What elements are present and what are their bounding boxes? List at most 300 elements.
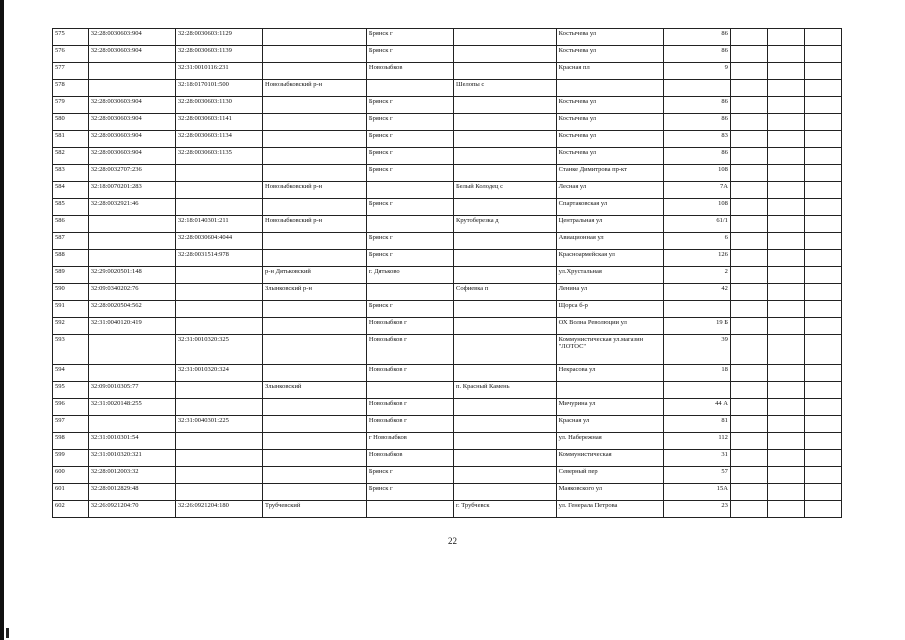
settlement-cell bbox=[454, 301, 557, 318]
street-cell: Северный пер bbox=[556, 467, 663, 484]
settlement-cell bbox=[454, 433, 557, 450]
street-cell: Спартаковская ул bbox=[556, 199, 663, 216]
row-number-cell: 594 bbox=[53, 365, 89, 382]
house-number-cell: 86 bbox=[664, 29, 731, 46]
table-row bbox=[53, 365, 842, 382]
extra-col-1-cell bbox=[730, 382, 767, 399]
table-row bbox=[53, 416, 842, 433]
settlement-cell bbox=[454, 46, 557, 63]
settlement-cell bbox=[454, 165, 557, 182]
row-number-cell: 596 bbox=[53, 399, 89, 416]
extra-col-3-cell bbox=[804, 284, 841, 301]
city-cell: Новозыбков bbox=[366, 450, 453, 467]
settlement-cell: Белый Колодец с bbox=[454, 182, 557, 199]
district-cell bbox=[263, 114, 367, 131]
parent-cadastral-number-cell: 32:28:0030603:904 bbox=[88, 131, 175, 148]
cadastral-number-cell bbox=[175, 284, 262, 301]
settlement-cell bbox=[454, 199, 557, 216]
street-cell: Костычева ул bbox=[556, 46, 663, 63]
extra-col-3-cell bbox=[804, 29, 841, 46]
row-number-cell: 580 bbox=[53, 114, 89, 131]
extra-col-3-cell bbox=[804, 467, 841, 484]
parent-cadastral-number-cell: 32:29:0020501:148 bbox=[88, 267, 175, 284]
street-cell: Лесная ул bbox=[556, 182, 663, 199]
row-number-cell: 601 bbox=[53, 484, 89, 501]
extra-col-3-cell bbox=[804, 97, 841, 114]
settlement-cell: Шелопы с bbox=[454, 80, 557, 97]
extra-col-1-cell bbox=[730, 182, 767, 199]
house-number-cell: 6 bbox=[664, 233, 731, 250]
parent-cadastral-number-cell: 32:28:0032707:236 bbox=[88, 165, 175, 182]
city-cell: Новозыбков г bbox=[366, 365, 453, 382]
house-number-cell: 57 bbox=[664, 467, 731, 484]
table-row bbox=[53, 46, 842, 63]
house-number-cell: 81 bbox=[664, 416, 731, 433]
row-number-cell: 590 bbox=[53, 284, 89, 301]
extra-col-3-cell bbox=[804, 365, 841, 382]
cadastral-number-cell bbox=[175, 467, 262, 484]
district-cell: р-н Дятьковский bbox=[263, 267, 367, 284]
extra-col-1-cell bbox=[730, 467, 767, 484]
cadastral-number-cell: 32:31:0040301:225 bbox=[175, 416, 262, 433]
table-row bbox=[53, 80, 842, 97]
settlement-cell bbox=[454, 484, 557, 501]
house-number-cell: 44 А bbox=[664, 399, 731, 416]
extra-col-1-cell bbox=[730, 97, 767, 114]
cadastral-number-cell bbox=[175, 301, 262, 318]
extra-col-2-cell bbox=[767, 335, 804, 365]
table-row bbox=[53, 484, 842, 501]
extra-col-1-cell bbox=[730, 250, 767, 267]
city-cell: Брянск г bbox=[366, 97, 453, 114]
extra-col-2-cell bbox=[767, 29, 804, 46]
settlement-cell bbox=[454, 97, 557, 114]
extra-col-1-cell bbox=[730, 233, 767, 250]
street-cell: Костычева ул bbox=[556, 29, 663, 46]
house-number-cell: 39 bbox=[664, 335, 731, 365]
extra-col-1-cell bbox=[730, 318, 767, 335]
extra-col-1-cell bbox=[730, 131, 767, 148]
parent-cadastral-number-cell: 32:28:0030603:904 bbox=[88, 148, 175, 165]
row-number-cell: 576 bbox=[53, 46, 89, 63]
extra-col-3-cell bbox=[804, 165, 841, 182]
extra-col-1-cell bbox=[730, 148, 767, 165]
house-number-cell: 112 bbox=[664, 433, 731, 450]
district-cell bbox=[263, 467, 367, 484]
house-number-cell: 42 bbox=[664, 284, 731, 301]
street-cell: Центральная ул bbox=[556, 216, 663, 233]
extra-col-2-cell bbox=[767, 450, 804, 467]
row-number-cell: 575 bbox=[53, 29, 89, 46]
cadastral-number-cell bbox=[175, 199, 262, 216]
district-cell bbox=[263, 416, 367, 433]
extra-col-3-cell bbox=[804, 114, 841, 131]
row-number-cell: 585 bbox=[53, 199, 89, 216]
row-number-cell: 587 bbox=[53, 233, 89, 250]
row-number-cell: 578 bbox=[53, 80, 89, 97]
city-cell: Новозыбков г bbox=[366, 399, 453, 416]
table-row bbox=[53, 114, 842, 131]
city-cell: Новозыбков г bbox=[366, 416, 453, 433]
extra-col-1-cell bbox=[730, 46, 767, 63]
row-number-cell: 602 bbox=[53, 501, 89, 518]
house-number-cell: 19 Б bbox=[664, 318, 731, 335]
cadastral-number-cell: 32:26:0921204:180 bbox=[175, 501, 262, 518]
extra-col-3-cell bbox=[804, 199, 841, 216]
extra-col-2-cell bbox=[767, 267, 804, 284]
district-cell: Новозыбковский р-н bbox=[263, 216, 367, 233]
district-cell bbox=[263, 301, 367, 318]
street-cell bbox=[556, 382, 663, 399]
settlement-cell bbox=[454, 233, 557, 250]
extra-col-2-cell bbox=[767, 501, 804, 518]
settlement-cell bbox=[454, 29, 557, 46]
extra-col-3-cell bbox=[804, 433, 841, 450]
extra-col-1-cell bbox=[730, 484, 767, 501]
extra-col-3-cell bbox=[804, 80, 841, 97]
settlement-cell bbox=[454, 131, 557, 148]
table-row bbox=[53, 233, 842, 250]
extra-col-1-cell bbox=[730, 416, 767, 433]
city-cell bbox=[366, 216, 453, 233]
extra-col-3-cell bbox=[804, 399, 841, 416]
settlement-cell bbox=[454, 148, 557, 165]
table-row bbox=[53, 97, 842, 114]
settlement-cell bbox=[454, 250, 557, 267]
extra-col-3-cell bbox=[804, 182, 841, 199]
extra-col-2-cell bbox=[767, 80, 804, 97]
extra-col-3-cell bbox=[804, 250, 841, 267]
city-cell bbox=[366, 284, 453, 301]
street-cell: ул.Хрустальная bbox=[556, 267, 663, 284]
cadastral-number-cell bbox=[175, 484, 262, 501]
extra-col-3-cell bbox=[804, 416, 841, 433]
extra-col-2-cell bbox=[767, 131, 804, 148]
city-cell: г Новозыбков bbox=[366, 433, 453, 450]
extra-col-3-cell bbox=[804, 63, 841, 80]
scan-mark bbox=[6, 628, 9, 638]
street-cell bbox=[556, 80, 663, 97]
table-row bbox=[53, 29, 842, 46]
extra-col-2-cell bbox=[767, 416, 804, 433]
row-number-cell: 591 bbox=[53, 301, 89, 318]
cadastral-number-cell: 32:28:0031514:978 bbox=[175, 250, 262, 267]
row-number-cell: 581 bbox=[53, 131, 89, 148]
city-cell bbox=[366, 182, 453, 199]
city-cell: Брянск г bbox=[366, 46, 453, 63]
extra-col-3-cell bbox=[804, 301, 841, 318]
district-cell bbox=[263, 148, 367, 165]
parent-cadastral-number-cell: 32:31:0020148:255 bbox=[88, 399, 175, 416]
parent-cadastral-number-cell: 32:31:0010301:54 bbox=[88, 433, 175, 450]
city-cell: Новозыбков г bbox=[366, 318, 453, 335]
extra-col-2-cell bbox=[767, 165, 804, 182]
street-cell: Авиационная ул bbox=[556, 233, 663, 250]
table-row bbox=[53, 301, 842, 318]
row-number-cell: 598 bbox=[53, 433, 89, 450]
page-number: 22 bbox=[448, 536, 457, 546]
city-cell: Брянск г bbox=[366, 148, 453, 165]
house-number-cell: 18 bbox=[664, 365, 731, 382]
street-cell: ул. Генерала Петрова bbox=[556, 501, 663, 518]
parent-cadastral-number-cell bbox=[88, 233, 175, 250]
extra-col-1-cell bbox=[730, 80, 767, 97]
parent-cadastral-number-cell: 32:28:0030603:904 bbox=[88, 97, 175, 114]
extra-col-1-cell bbox=[730, 199, 767, 216]
street-cell: Коммунистическая bbox=[556, 450, 663, 467]
table-row bbox=[53, 267, 842, 284]
district-cell bbox=[263, 335, 367, 365]
house-number-cell: 15А bbox=[664, 484, 731, 501]
street-cell: Коммунистическая ул.магазин "ЛОТОС" bbox=[556, 335, 663, 365]
extra-col-1-cell bbox=[730, 216, 767, 233]
extra-col-2-cell bbox=[767, 97, 804, 114]
cadastral-number-cell: 32:31:0010116:231 bbox=[175, 63, 262, 80]
extra-col-1-cell bbox=[730, 284, 767, 301]
street-cell: Костычева ул bbox=[556, 97, 663, 114]
table-row bbox=[53, 148, 842, 165]
settlement-cell bbox=[454, 416, 557, 433]
settlement-cell: Софиевка п bbox=[454, 284, 557, 301]
extra-col-2-cell bbox=[767, 182, 804, 199]
extra-col-1-cell bbox=[730, 267, 767, 284]
row-number-cell: 584 bbox=[53, 182, 89, 199]
table-body bbox=[53, 29, 842, 518]
parent-cadastral-number-cell: 32:28:0030603:904 bbox=[88, 114, 175, 131]
city-cell: Новозыбков bbox=[366, 63, 453, 80]
table-row bbox=[53, 63, 842, 80]
row-number-cell: 577 bbox=[53, 63, 89, 80]
house-number-cell: 2 bbox=[664, 267, 731, 284]
street-cell: Некрасова ул bbox=[556, 365, 663, 382]
parent-cadastral-number-cell: 32:28:0012003:32 bbox=[88, 467, 175, 484]
cadastral-number-cell bbox=[175, 182, 262, 199]
cadastral-number-cell: 32:28:0030603:1134 bbox=[175, 131, 262, 148]
extra-col-2-cell bbox=[767, 250, 804, 267]
city-cell bbox=[366, 80, 453, 97]
district-cell bbox=[263, 63, 367, 80]
table-row bbox=[53, 382, 842, 399]
parent-cadastral-number-cell: 32:09:0340202:76 bbox=[88, 284, 175, 301]
cadastral-number-cell: 32:28:0030603:1135 bbox=[175, 148, 262, 165]
extra-col-2-cell bbox=[767, 46, 804, 63]
street-cell: Щорса б-р bbox=[556, 301, 663, 318]
street-cell: ул. Набережная bbox=[556, 433, 663, 450]
district-cell bbox=[263, 433, 367, 450]
settlement-cell bbox=[454, 335, 557, 365]
extra-col-2-cell bbox=[767, 484, 804, 501]
street-cell: Костычева ул bbox=[556, 131, 663, 148]
extra-col-2-cell bbox=[767, 148, 804, 165]
row-number-cell: 589 bbox=[53, 267, 89, 284]
table-row bbox=[53, 165, 842, 182]
table-row bbox=[53, 467, 842, 484]
extra-col-2-cell bbox=[767, 467, 804, 484]
extra-col-1-cell bbox=[730, 114, 767, 131]
extra-col-2-cell bbox=[767, 399, 804, 416]
parent-cadastral-number-cell: 32:28:0030603:904 bbox=[88, 29, 175, 46]
row-number-cell: 588 bbox=[53, 250, 89, 267]
row-number-cell: 600 bbox=[53, 467, 89, 484]
extra-col-2-cell bbox=[767, 199, 804, 216]
parent-cadastral-number-cell: 32:31:0010320:321 bbox=[88, 450, 175, 467]
cadastral-number-cell: 32:31:0010320:325 bbox=[175, 335, 262, 365]
house-number-cell: 86 bbox=[664, 46, 731, 63]
parent-cadastral-number-cell bbox=[88, 416, 175, 433]
parent-cadastral-number-cell bbox=[88, 335, 175, 365]
house-number-cell: 86 bbox=[664, 97, 731, 114]
city-cell: Брянск г bbox=[366, 250, 453, 267]
settlement-cell bbox=[454, 399, 557, 416]
extra-col-3-cell bbox=[804, 131, 841, 148]
table-row bbox=[53, 399, 842, 416]
extra-col-3-cell bbox=[804, 484, 841, 501]
extra-col-1-cell bbox=[730, 335, 767, 365]
cadastral-number-cell: 32:18:0140301:211 bbox=[175, 216, 262, 233]
street-cell: Костычева ул bbox=[556, 114, 663, 131]
property-register-table bbox=[52, 28, 842, 518]
parent-cadastral-number-cell bbox=[88, 216, 175, 233]
city-cell: Новозыбков г bbox=[366, 335, 453, 365]
city-cell: Брянск г bbox=[366, 467, 453, 484]
city-cell bbox=[366, 382, 453, 399]
cadastral-number-cell: 32:28:0030603:1130 bbox=[175, 97, 262, 114]
district-cell: Новозыбковский р-н bbox=[263, 80, 367, 97]
parent-cadastral-number-cell: 32:28:0032921:46 bbox=[88, 199, 175, 216]
city-cell: Брянск г bbox=[366, 114, 453, 131]
parent-cadastral-number-cell bbox=[88, 63, 175, 80]
row-number-cell: 582 bbox=[53, 148, 89, 165]
table-row bbox=[53, 284, 842, 301]
table-row bbox=[53, 501, 842, 518]
extra-col-1-cell bbox=[730, 399, 767, 416]
cadastral-number-cell: 32:31:0010320:324 bbox=[175, 365, 262, 382]
cadastral-number-cell: 32:28:0030603:1139 bbox=[175, 46, 262, 63]
parent-cadastral-number-cell: 32:18:0070201:283 bbox=[88, 182, 175, 199]
street-cell: Костычева ул bbox=[556, 148, 663, 165]
city-cell: Брянск г bbox=[366, 199, 453, 216]
district-cell: Злынковский р-н bbox=[263, 284, 367, 301]
extra-col-1-cell bbox=[730, 365, 767, 382]
settlement-cell bbox=[454, 267, 557, 284]
house-number-cell: 61/1 bbox=[664, 216, 731, 233]
extra-col-3-cell bbox=[804, 233, 841, 250]
extra-col-2-cell bbox=[767, 318, 804, 335]
street-cell: Маяковского ул bbox=[556, 484, 663, 501]
settlement-cell bbox=[454, 114, 557, 131]
parent-cadastral-number-cell: 32:28:0012829:48 bbox=[88, 484, 175, 501]
extra-col-3-cell bbox=[804, 382, 841, 399]
extra-col-3-cell bbox=[804, 335, 841, 365]
district-cell bbox=[263, 199, 367, 216]
house-number-cell: 86 bbox=[664, 148, 731, 165]
street-cell: Красноармейская ул bbox=[556, 250, 663, 267]
extra-col-2-cell bbox=[767, 284, 804, 301]
street-cell: Ленина ул bbox=[556, 284, 663, 301]
extra-col-3-cell bbox=[804, 318, 841, 335]
cadastral-number-cell bbox=[175, 267, 262, 284]
extra-col-2-cell bbox=[767, 433, 804, 450]
house-number-cell: 126 bbox=[664, 250, 731, 267]
extra-col-2-cell bbox=[767, 365, 804, 382]
street-cell: Красная ул bbox=[556, 416, 663, 433]
city-cell: Брянск г bbox=[366, 29, 453, 46]
extra-col-1-cell bbox=[730, 29, 767, 46]
cadastral-number-cell: 32:28:0030603:1141 bbox=[175, 114, 262, 131]
district-cell bbox=[263, 318, 367, 335]
district-cell bbox=[263, 450, 367, 467]
table-row bbox=[53, 250, 842, 267]
table-row bbox=[53, 450, 842, 467]
cadastral-number-cell: 32:18:0170101:500 bbox=[175, 80, 262, 97]
district-cell bbox=[263, 97, 367, 114]
settlement-cell: п. Красный Камень bbox=[454, 382, 557, 399]
row-number-cell: 597 bbox=[53, 416, 89, 433]
settlement-cell bbox=[454, 450, 557, 467]
parent-cadastral-number-cell: 32:28:0030603:904 bbox=[88, 46, 175, 63]
district-cell bbox=[263, 29, 367, 46]
house-number-cell: 108 bbox=[664, 165, 731, 182]
row-number-cell: 586 bbox=[53, 216, 89, 233]
city-cell bbox=[366, 501, 453, 518]
extra-col-2-cell bbox=[767, 63, 804, 80]
district-cell bbox=[263, 165, 367, 182]
parent-cadastral-number-cell: 32:09:0010305:77 bbox=[88, 382, 175, 399]
extra-col-3-cell bbox=[804, 46, 841, 63]
house-number-cell: 31 bbox=[664, 450, 731, 467]
city-cell: Брянск г bbox=[366, 301, 453, 318]
extra-col-3-cell bbox=[804, 216, 841, 233]
district-cell: Новозыбковский р-н bbox=[263, 182, 367, 199]
district-cell bbox=[263, 484, 367, 501]
district-cell bbox=[263, 233, 367, 250]
house-number-cell bbox=[664, 301, 731, 318]
extra-col-3-cell bbox=[804, 267, 841, 284]
city-cell: Брянск г bbox=[366, 131, 453, 148]
street-cell: Красная пл bbox=[556, 63, 663, 80]
extra-col-2-cell bbox=[767, 301, 804, 318]
parent-cadastral-number-cell bbox=[88, 365, 175, 382]
parent-cadastral-number-cell: 32:31:0040120:419 bbox=[88, 318, 175, 335]
district-cell bbox=[263, 365, 367, 382]
settlement-cell bbox=[454, 318, 557, 335]
cadastral-number-cell bbox=[175, 433, 262, 450]
settlement-cell: г. Трубчевск bbox=[454, 501, 557, 518]
street-cell: ОХ Волна Революции ул bbox=[556, 318, 663, 335]
settlement-cell bbox=[454, 63, 557, 80]
settlement-cell: Крутоберезка д bbox=[454, 216, 557, 233]
house-number-cell bbox=[664, 382, 731, 399]
city-cell: г. Дятьково bbox=[366, 267, 453, 284]
city-cell: Брянск г bbox=[366, 233, 453, 250]
house-number-cell bbox=[664, 80, 731, 97]
district-cell: Злынковский bbox=[263, 382, 367, 399]
row-number-cell: 599 bbox=[53, 450, 89, 467]
district-cell bbox=[263, 131, 367, 148]
city-cell: Брянск г bbox=[366, 484, 453, 501]
extra-col-1-cell bbox=[730, 165, 767, 182]
table-row bbox=[53, 433, 842, 450]
extra-col-3-cell bbox=[804, 148, 841, 165]
table-row bbox=[53, 199, 842, 216]
extra-col-3-cell bbox=[804, 501, 841, 518]
row-number-cell: 595 bbox=[53, 382, 89, 399]
table-row bbox=[53, 216, 842, 233]
row-number-cell: 579 bbox=[53, 97, 89, 114]
house-number-cell: 23 bbox=[664, 501, 731, 518]
extra-col-1-cell bbox=[730, 63, 767, 80]
extra-col-1-cell bbox=[730, 433, 767, 450]
